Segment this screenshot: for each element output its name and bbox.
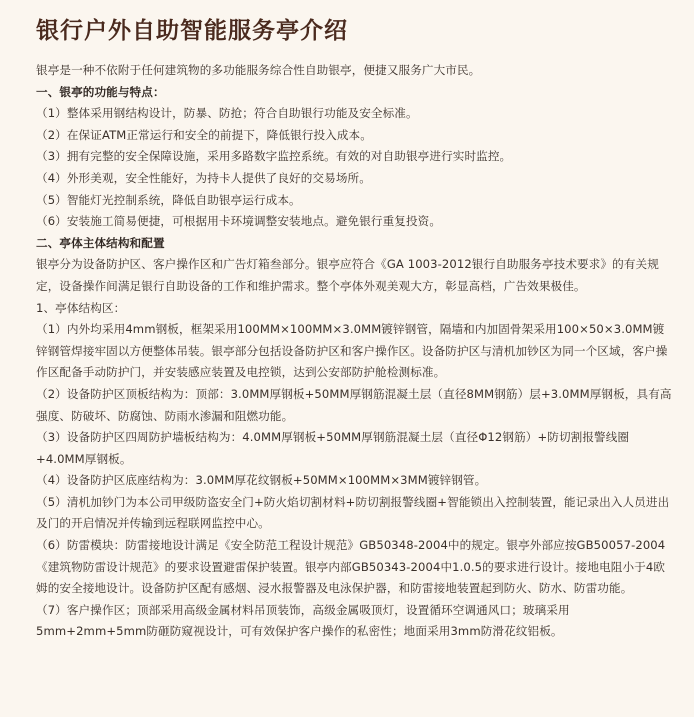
structure-item-6: （6）防雷模块：防雷接地设计满足《安全防范工程设计规范》GB50348-2004中的规定。银亭外部应按GB50057-2004《建筑物防雷设计规范》的要求设置避雷保护装置。银亭内部GB50343-2004中1.0.5的要求进行设计。接地电阻小于4欧姆的安全接地设计。设备防护区配有感烟、浸水报警器及电泳保护器，和防雷接地装置起到防火、防水、防雷功能。 — [36, 538, 666, 596]
feature-item-4: （4）外形美观，安全性能好，为持卡人提供了良好的交易场所。 — [36, 170, 371, 185]
structure-item-3: （3）设备防护区四周防护墙板结构为：4.0MM厚钢板+50MM厚钢筋混凝土层（直径Φ12钢筋）+防切割报警线圈+4.0MM厚钢板。 — [36, 430, 630, 466]
feature-item-3: （3）拥有完整的安全保障设施，采用多路数字监控系统。有效的对自助银亭进行实时监控。 — [36, 149, 512, 164]
section-1-heading: 一、银亭的功能与特点： — [36, 84, 165, 99]
page-title: 银行户外自助智能服务亭介绍 — [36, 18, 348, 44]
feature-item-1: （1）整体采用钢结构设计，防暴、防抢；符合自助银行功能及安全标准。 — [36, 106, 418, 121]
intro-paragraph: 银亭是一种不依附于任何建筑物的多功能服务综合性自助银亭，便捷又服务广大市民。 — [36, 63, 481, 77]
structure-item-4: （4）设备防护区底座结构为：3.0MM厚花纹钢板+50MM×100MM×3MM镀锌钢管。 — [36, 473, 487, 488]
feature-item-2: （2）在保证ATM正常运行和安全的前提下，降低银行投入成本。 — [36, 127, 372, 142]
structure-item-7: （7）客户操作区；顶部采用高级金属材料吊顶装饰，高级金属吸顶灯，设置循环空调通风口；玻璃采用5mm+2mm+5mm防砸防窥视设计，可有效保护客户操作的私密性；地面采用3mm防滑花纹铝板。 — [36, 602, 570, 639]
feature-item-6: （6）安装施工简易便捷，可根据用卡环境调整安装地点。避免银行重复投资。 — [36, 214, 442, 229]
structure-subheading: 1、亭体结构区： — [36, 300, 126, 315]
structure-item-1: （1）内外均采用4mm钢板，框架采用100MM×100MM×3.0MM镀锌钢管，隔墙和内加固骨架采用100×50×3.0MM镀锌钢管焊接牢固以方便整体吊装。银亭部分包括设备防护区和客户操作区。设备防护区与清机加钞区为同一个区域，客户操作区配备手动防护门，并安装感应装置及电控锁，达到公安部防护舱检测标准。 — [36, 322, 668, 380]
section-2-heading: 二、亭体主体结构和配置 — [36, 235, 165, 250]
feature-item-5: （5）智能灯光控制系统，降低自助银亭运行成本。 — [36, 192, 301, 207]
section-2-intro: 银亭分为设备防护区、客户操作区和广告灯箱叁部分。银亭应符合《GA 1003-2012银行自助服务亭技术要求》的有关规定，设备操作间满足银行自助设备的工作和维护需求。整个亭体外观美观大方，彰显高档，广告效果极佳。 — [36, 257, 659, 293]
structure-item-2: （2）设备防护区顶板结构为：顶部：3.0MM厚钢板+50MM厚钢筋混凝土层（直径8MM钢筋）层+3.0MM厚钢板，具有高强度、防破坏、防腐蚀、防雨水渗漏和阻燃功能。 — [36, 386, 672, 423]
structure-item-5: （5）清机加钞门为本公司甲级防盗安全门+防火焰切割材料+防切割报警线圈+智能锁出入控制装置，能记录出入人员进出及门的开启情况并传输到远程联网监控中心。 — [36, 494, 670, 531]
